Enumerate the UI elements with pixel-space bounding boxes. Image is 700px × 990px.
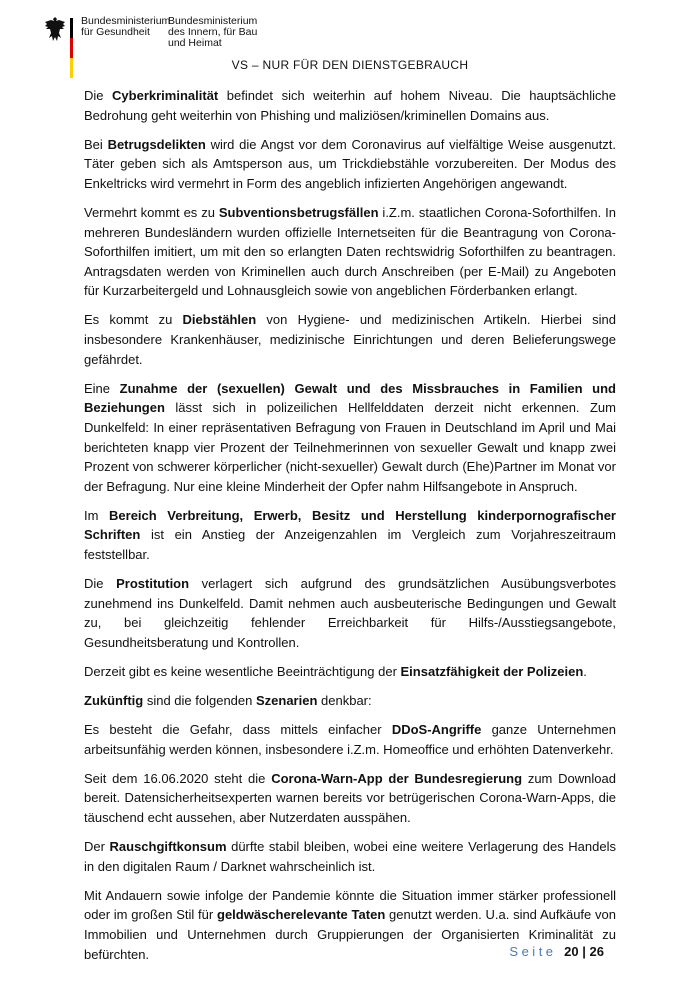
paragraph-text: Seit dem 16.06.2020 steht die — [84, 770, 272, 786]
emphasized-term: Zunahme der (sexuellen) Gewalt und des Missbrauches in Familien und Beziehungen — [84, 380, 616, 416]
emphasized-term: DDoS-Angriffe — [391, 722, 482, 738]
paragraph-text: Mit Andauern sowie infolge der Pandemie könnte die Situation immer stärker professionell oder im großen Stil für — [84, 887, 616, 923]
emphasized-term: Rauschgiftkonsum — [109, 839, 227, 855]
paragraph-text: verlagert sich aufgrund des grundsätzlichen Ausübungsverbotes zunehmend ins Dunkelfeld. Damit nehmen auch ausbeuterische Bedingungen und Gewalt zu, bei gleichzeitig fehlender Erreichbarkeit für Hilfs-/Ausstiegsangebote, Gesundheitsberatung und Kontrollen. — [84, 576, 616, 650]
page-number: 20 — [564, 944, 579, 959]
page-separator: | — [582, 944, 586, 959]
document-body — [84, 86, 616, 974]
classification-marking: VS – NUR FÜR DEN DIENSTGEBRAUCH — [231, 58, 469, 72]
paragraph-text: i.Z.m. staatlichen Corona-Soforthilfen. In mehreren Bundesländern wurden offizielle Internetseiten für die Beantragung von Corona-Soforthilfen imitiert, um mit den so erlangten Daten rechtswidrig Soforthilfen zu beantragen. Antragsdaten werden von Kriminellen auch durch Anschreiben (per E-Mail) zu Angeboten für Kurzarbeitergeld und Lohnausgleich sowie von angeblichen Förderbanken erlangt. — [84, 204, 616, 299]
paragraph-text: Der — [84, 839, 110, 855]
paragraph-text: Derzeit gibt es keine wesentliche Beeinträchtigung der — [84, 663, 401, 679]
body-paragraph — [84, 574, 616, 652]
paragraph-text: Es besteht die Gefahr, dass mittels einfacher — [84, 722, 392, 738]
paragraph-text: ist ein Anstieg der Anzeigenzahlen im Vergleich zum Vorjahreszeitraum feststellbar. — [84, 527, 616, 562]
emphasized-term: Zukünftig — [84, 693, 144, 709]
ministry-name-line: Bundesministerium — [81, 15, 171, 27]
emphasized-term: geldwäscherelevante Taten — [217, 907, 386, 923]
body-paragraph — [84, 86, 616, 125]
body-paragraph — [84, 135, 616, 194]
paragraph-text: zum Download bereit. Datensicherheitsexperten warnen bereits vor betrügerischen Corona-Warn-Apps, die täuschend echt aussehen, aber Nutzerdaten ausspähen. — [84, 770, 616, 825]
emphasized-term: Prostitution — [116, 576, 190, 592]
paragraph-text: Die — [84, 576, 117, 592]
paragraph-text: Es kommt zu — [84, 312, 183, 328]
paragraph-text: genutzt werden. U.a. sind Aufkäufe von Immobilien und Unternehmen durch Gruppierungen der Organisierten Kriminalität zu befürchten. — [84, 907, 617, 962]
body-paragraph — [84, 506, 616, 565]
emphasized-term: Einsatzfähigkeit der Polizeien — [400, 663, 584, 679]
page-footer — [509, 944, 604, 959]
paragraph-text: wird die Angst vor dem Coronavirus auf vielfältige Weise ausgenutzt. Täter geben sich als Amtsperson aus, um Trickdiebstähle vorzubereiten. Der Modus des Enkeltricks wird vermehrt in Form des angeblich infizierten Angehörigen angewandt. — [84, 136, 616, 191]
emphasized-term: Subventionsbetrugsfällen — [218, 204, 379, 220]
paragraph-text: denkbar: — [317, 693, 372, 709]
paragraph-text: Eine — [84, 380, 120, 396]
paragraph-text: Bei — [84, 136, 108, 152]
ministry-name-line: Bundesministerium — [168, 15, 258, 27]
body-paragraph — [84, 310, 616, 369]
body-paragraph — [84, 691, 616, 711]
ministry-name-line: für Gesundheit — [81, 26, 150, 38]
body-paragraph — [84, 379, 616, 497]
paragraph-text: ganze Unternehmen arbeitsunfähig werden können, insbesondere i.Z.m. Homeoffice und erhöhten Datenverkehr. — [84, 722, 616, 757]
paragraph-text: Die — [84, 88, 113, 103]
emphasized-term: Szenarien — [255, 693, 318, 709]
paragraph-text: Vermehrt kommt es zu — [84, 204, 219, 220]
emphasized-term: Corona-Warn-App der Bundesregierung — [271, 770, 523, 786]
body-paragraph — [84, 203, 616, 301]
paragraph-text: von Hygiene- und medizinischen Artikeln. Hierbei sind insbesondere Krankenhäuser, medizinische Einrichtungen und deren Belieferungswege gefährdet. — [84, 312, 616, 367]
page-total: 26 — [589, 944, 604, 959]
body-paragraph — [84, 662, 616, 682]
ministry-name-line: und Heimat — [168, 37, 222, 49]
body-paragraph — [84, 837, 616, 876]
paragraph-text: befindet sich weiterhin auf hohem Niveau. Die hauptsächliche Bedrohung geht weiterhin von Phishing und maliziösen/kriminellen Domains aus. — [84, 88, 617, 123]
paragraph-text: lässt sich in polizeilichen Hellfelddaten derzeit nicht erkennen. Zum Dunkelfeld: In einer repräsentativen Befragung von Frauen in Deutschland im April und Mai berichteten knapp vier Prozent der Teilnehmerinnen von sexueller Gewalt und knapp zwei Prozent von schwerer körperlicher (nicht-sexueller) Gewalt durch (Ehe)Partner im Monat vor der Befragung. Nur eine kleine Minderheit der Opfer nahm Hilfsangebote in Anspruch. — [84, 400, 616, 494]
paragraph-text: Im — [84, 507, 110, 523]
ministry-name-line: des Innern, für Bau — [168, 26, 258, 38]
body-paragraph — [84, 720, 616, 759]
ministry-health-name — [81, 16, 170, 38]
paragraph-text: . — [583, 663, 587, 679]
emphasized-term: Cyberkriminalität — [112, 88, 219, 103]
paragraph-text: sind die folgenden — [143, 693, 256, 709]
emphasized-term: Betrugsdelikten — [107, 136, 206, 152]
emphasized-term: Diebstählen — [182, 312, 257, 328]
body-paragraph — [84, 769, 616, 828]
ministry-interior-name — [168, 16, 257, 49]
emphasized-term: Bereich Verbreitung, Erwerb, Besitz und Herstellung kinderpornografischer Schriften — [84, 507, 616, 543]
paragraph-text: dürfte stabil bleiben, wobei eine weitere Verlagerung des Handels in den digitalen Raum / Darknet wahrscheinlich ist. — [84, 839, 616, 874]
page-label: Seite — [509, 944, 557, 959]
federal-eagle-icon — [44, 16, 66, 42]
